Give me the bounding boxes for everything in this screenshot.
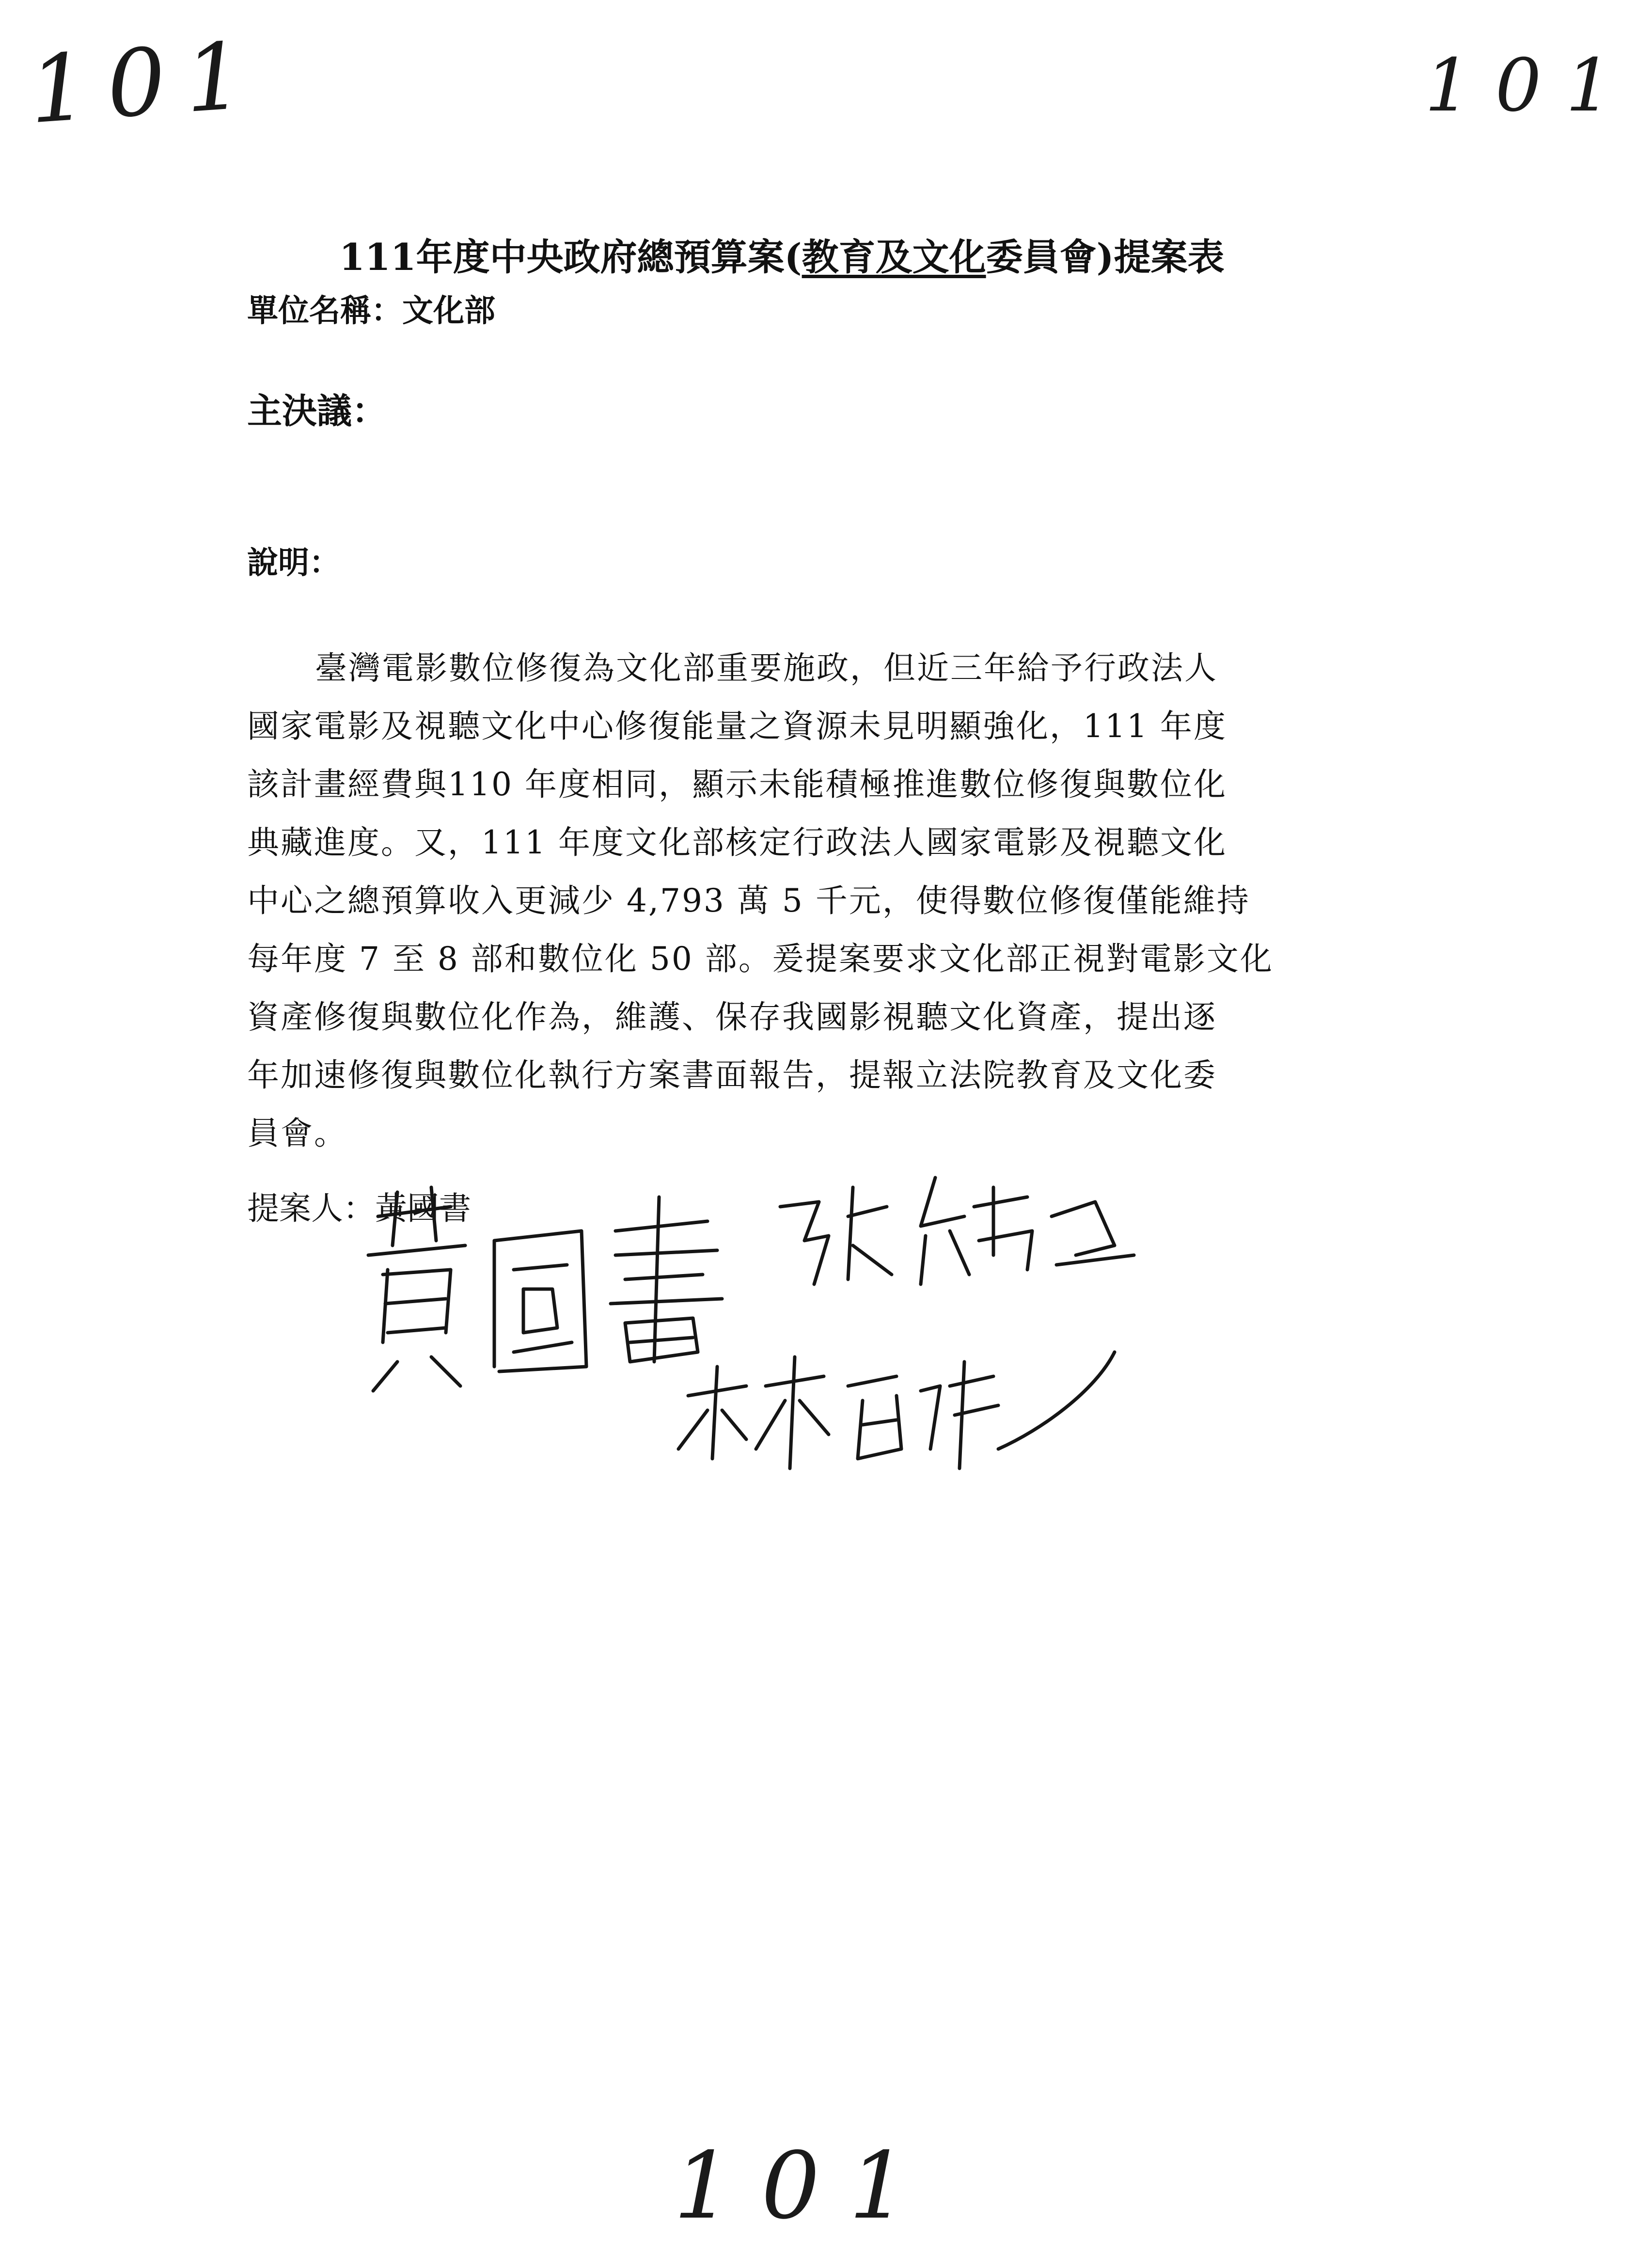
handwritten-page-number-bottom: 101: [674, 2132, 937, 2239]
body-line: 典藏進度。又，111 年度文化部核定行政法人國家電影及視聽文化: [247, 824, 1227, 861]
main-resolution-heading: 主決議：: [247, 390, 387, 431]
body-line: 該計畫經費與110 年度相同，顯示未能積極推進數位修復與數位化: [247, 766, 1227, 803]
title-suffix: 委員會)提案表: [986, 236, 1225, 279]
handwritten-page-number-top-right: 101: [1425, 44, 1636, 128]
body-line: 中心之總預算收入更減少 4,793 萬 5 千元，使得數位修復僅能維持: [247, 882, 1250, 919]
document-title: [339, 228, 1225, 281]
body-line: 年加速修復與數位化執行方案書面報告，提報立法院教育及文化委: [247, 1056, 1217, 1094]
proposer-line: 提案人：黃國書: [247, 1190, 471, 1227]
body-line: 每年度 7 至 8 部和數位化 50 部。爰提案要求文化部正視對電影文化: [247, 940, 1274, 977]
explanation-heading: 說明：: [247, 545, 340, 581]
body-line: 臺灣電影數位修復為文化部重要施政，但近三年給予行政法人: [315, 649, 1218, 687]
signature-strokes: [339, 1158, 1260, 1497]
body-line: 員會。: [247, 1115, 347, 1152]
handwritten-page-number-top-left: 101: [25, 21, 267, 144]
title-prefix: 111年度中央政府總預算案(: [339, 236, 802, 279]
body-line: 資產修復與數位化作為，維護、保存我國影視聽文化資產，提出逐: [247, 998, 1217, 1036]
title-committee: 教育及文化: [802, 236, 986, 279]
handwritten-signatures: [339, 1158, 1260, 1497]
body-line: 國家電影及視聽文化中心修復能量之資源未見明顯強化，111 年度: [247, 708, 1227, 745]
unit-name: 單位名稱：文化部: [247, 293, 495, 329]
